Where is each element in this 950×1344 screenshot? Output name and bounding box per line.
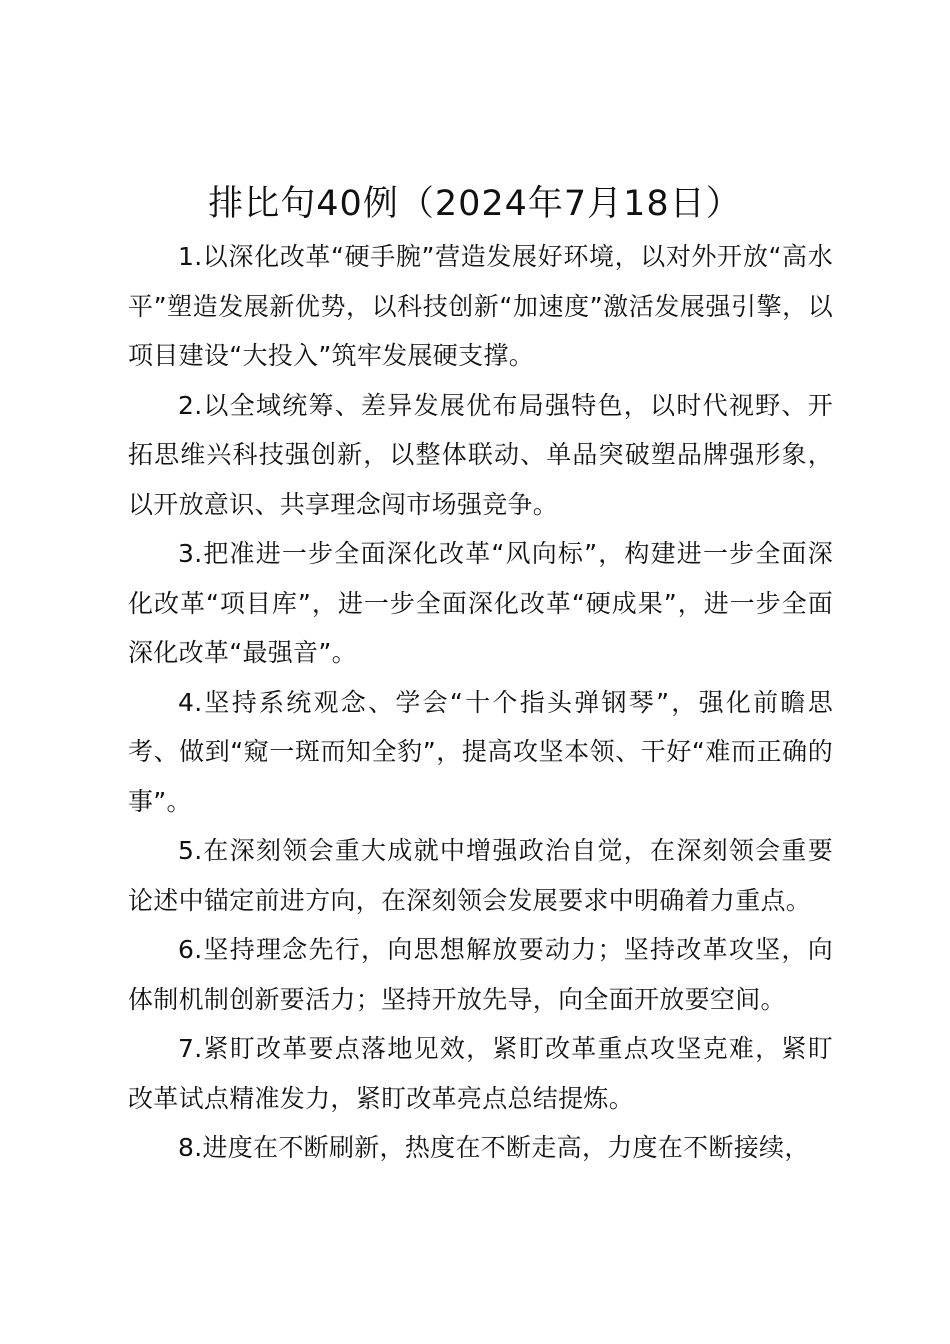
- paragraph-1: 1.以深化改革“硬手腕”营造发展好环境，以对外开放“高水平”塑造发展新优势，以科技创新“加速度”激活发展强引擎，以项目建设“大投入”筑牢发展硬支撑。: [128, 242, 833, 370]
- paragraph-4: 4.坚持系统观念、学会“十个指头弹钢琴”，强化前瞻思考、做到“窥一斑而知全豹”，提高攻坚本领、干好“难而正确的事”。: [128, 687, 833, 816]
- paragraph-6: 6.坚持理念先行，向思想解放要动力；坚持改革攻坚，向体制机制创新要活力；坚持开放先导，向全面开放要空间。: [128, 935, 833, 1014]
- paragraph-2: 2.以全域统筹、差异发展优布局强特色，以时代视野、开拓思维兴科技强创新，以整体联动、单品突破塑品牌强形象，以开放意识、共享理念闯市场强竞争。: [128, 390, 833, 519]
- paragraph-8: 8.进度在不断刷新，热度在不断走高，力度在不断接续，: [178, 1133, 810, 1162]
- paragraph-5: 5.在深刻领会重大成就中增强政治自觉，在深刻领会重要论述中锚定前进方向，在深刻领会发展要求中明确着力重点。: [128, 836, 833, 915]
- paragraph-7: 7.紧盯改革要点落地见效，紧盯改革重点攻坚克难，紧盯改革试点精准发力，紧盯改革亮点总结提炼。: [128, 1034, 833, 1113]
- document-body: [128, 232, 833, 1173]
- paragraph-3: 3.把准进一步全面深化改革“风向标”，构建进一步全面深化改革“项目库”，进一步全面深化改革“硬成果”，进一步全面深化改革“最强音”。: [128, 539, 833, 667]
- document-title: 排比句40例（2024年7月18日）: [208, 184, 742, 224]
